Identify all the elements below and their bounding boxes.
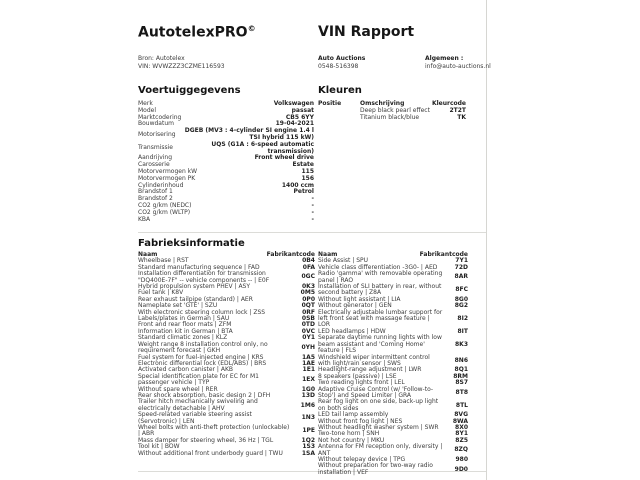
factory-option-name: Without headlight washer system | SWR <box>318 423 439 431</box>
vehicle-row <box>138 128 314 142</box>
vehicle-label: Marktcodering <box>138 113 182 121</box>
factory-option-code: 1A5 <box>302 353 315 361</box>
factory-right-rows <box>318 258 468 476</box>
factory-option-name: Vehicle class differentiation -3G0- | AED <box>318 263 438 271</box>
factory-option-code: 8N6 <box>454 356 468 364</box>
vehicle-value: Front wheel drive <box>254 154 314 162</box>
source-block <box>138 55 225 71</box>
factory-option-code: 8K3 <box>455 340 468 348</box>
colors-header-description: Omschrijving <box>360 100 405 107</box>
vehicle-label: Motorvermogen PK <box>138 174 196 182</box>
factory-option-name: Not hot country | MKU <box>318 436 385 444</box>
factory-option-code: 8VG <box>454 411 468 419</box>
factory-option-code: 1S3 <box>302 443 315 451</box>
factory-option-code: 8FC <box>455 286 468 294</box>
factory-option-code: 8G0 <box>454 295 468 303</box>
vehicle-value: - <box>311 215 314 223</box>
vehicle-label: Motorisering <box>138 130 176 138</box>
factory-option-code: 8G2 <box>454 302 468 310</box>
factory-option-code: 72D <box>454 263 468 271</box>
factory-option-code: 0SB <box>301 315 315 323</box>
vehicle-value: Volkswagen <box>273 100 314 107</box>
vehicle-label: Bouwdatum <box>138 120 174 128</box>
factory-option-code: 1G0 <box>301 385 315 393</box>
vehicle-value: DGEB (MV3 : 4-cylinder SI engine 1.4 l TSI hybrid 115 kW) <box>184 127 314 141</box>
factory-option-name: Without additional front underbody guard | TWU <box>138 449 283 457</box>
factory-option-code: 0M5 <box>300 289 315 297</box>
factory-option-name: Headlight-range adjustment | LWR <box>318 366 422 374</box>
color-row <box>318 115 466 122</box>
factory-option-name: Fuel system for fuel-injected engine | KRS <box>138 353 264 361</box>
vehicle-value: UQS (G1A : 6-speed automatic transmission) <box>211 140 314 155</box>
vehicle-row <box>138 217 314 224</box>
factory-option-name: Electrically adjustable lumbar support for left front seat with massage feature | LOR <box>318 308 443 329</box>
vehicle-row <box>138 142 314 156</box>
factory-option-name: Weight range 8 installation control only, no requirement forecast | GKH <box>138 340 268 355</box>
factory-option-name: Installation differentiation for transmission "DQ400E-7F" -- vehicle components -- | E0F <box>138 270 270 284</box>
factory-name-header: Naam <box>318 251 338 258</box>
factory-option-name: Fuel tank | K8V <box>138 289 184 297</box>
vehicle-label: Brandstof 2 <box>138 195 173 203</box>
factory-option-name: Standard manufacturing sequence | FAD <box>138 263 260 271</box>
factory-option-code: 0TD <box>301 321 315 329</box>
factory-option-code: 8ZQ <box>454 446 468 454</box>
brand-name: AutotelexPRO <box>138 24 248 41</box>
factory-left-column <box>138 252 315 457</box>
colors-header-code: Kleurcode <box>431 100 466 107</box>
color-code: TK <box>457 113 466 121</box>
color-description: Deep black pearl effect <box>360 106 430 114</box>
vehicle-label: KBA <box>138 215 151 223</box>
company-phone: 0548-516398 <box>318 63 359 70</box>
factory-option-name: 8 speakers (passive) | LSE <box>318 372 397 380</box>
vehicle-label: Brandstof 1 <box>138 188 173 196</box>
vehicle-value: Petrol <box>293 188 314 196</box>
factory-option-name: Rear shock absorption, basic design 2 | DFH <box>138 391 271 399</box>
factory-option-code: 7Y1 <box>455 257 468 265</box>
factory-option-code: 8X0 <box>455 423 468 431</box>
factory-row <box>138 451 315 457</box>
vehicle-label: Merk <box>138 100 153 107</box>
vehicle-section-title: Voertuiggegevens <box>138 85 241 96</box>
vehicle-label: CO2 g/km (NEDC) <box>138 201 192 209</box>
factory-option-code: 0K3 <box>302 283 315 291</box>
factory-option-code: 1E1 <box>302 366 315 374</box>
factory-option-code: 0GC <box>301 273 315 281</box>
factory-option-name: With electronic steering column lock | ZSS <box>138 308 266 316</box>
factory-option-code: 8Z5 <box>455 436 468 444</box>
factory-option-name: Mass damper for steering wheel, 36 Hz | TGL <box>138 436 274 444</box>
factory-option-code: 1AE <box>302 359 315 367</box>
color-description: Titanium black/blue <box>360 113 420 121</box>
factory-option-name: Hybrid propulsion system PHEV | ASY <box>138 283 251 291</box>
factory-option-name: Wheel bolts with anti-theft protection (unlockable) | ABR <box>138 423 290 438</box>
vehicle-label: CO2 g/km (WLTP) <box>138 208 191 216</box>
factory-option-code: 0FA <box>302 263 315 271</box>
vehicle-value: Estate <box>292 161 314 169</box>
factory-section-title: Fabrieksinformatie <box>138 238 245 249</box>
factory-option-code: 1M6 <box>300 401 315 409</box>
factory-option-name: Separate daytime running lights with low beam assistant and 'Coming Home' feature | FLS <box>318 334 442 355</box>
general-label: Algemeen : <box>425 55 464 62</box>
vehicle-value: - <box>311 195 314 203</box>
vehicle-value: 19-04-2021 <box>275 120 314 128</box>
factory-option-code: 8WA <box>452 417 468 425</box>
factory-option-code: 8Q1 <box>454 366 468 374</box>
general-block <box>425 55 491 71</box>
factory-option-name: Without light assistant | LIA <box>318 295 401 303</box>
factory-option-name: Antenna for FM reception only, diversity | ANT <box>318 443 443 457</box>
factory-row <box>138 342 315 355</box>
factory-option-code: 13D <box>301 391 315 399</box>
factory-option-code: 8RM <box>453 372 468 380</box>
colors-section-title: Kleuren <box>318 85 362 96</box>
factory-option-name: Two reading lights front | LEL <box>318 379 405 387</box>
source-line: Bron: Autotelex <box>138 55 185 62</box>
factory-option-name: Tool kit | BOW <box>138 443 180 451</box>
vehicle-label: Transmissie <box>138 144 173 152</box>
factory-option-name: Without front fog light | NES <box>318 417 403 425</box>
report-title: VIN Rapport <box>318 24 415 40</box>
factory-left-rows <box>138 258 315 457</box>
factory-option-name: Special identification plate for EC for M1 passenger vehicle | TYP <box>138 372 259 387</box>
factory-option-code: 0YH <box>301 343 315 351</box>
factory-option-code: 0VC <box>301 327 315 335</box>
colors-rows <box>318 108 466 122</box>
factory-option-code: 0P0 <box>302 295 315 303</box>
factory-option-code: 8I2 <box>457 315 468 323</box>
factory-option-name: Front and rear floor mats | ZFM <box>138 321 232 329</box>
vehicle-label: Motorvermogen kW <box>138 167 198 175</box>
factory-option-code: 0Y1 <box>302 334 315 342</box>
factory-option-name: Rear fog light on one side, back-up light on both sides <box>318 398 439 412</box>
factory-option-code: 1EX <box>302 375 315 383</box>
factory-option-name: LED headlamps | HDW <box>318 327 386 335</box>
factory-option-code: 1PE <box>302 427 315 435</box>
factory-option-name: Nameplate set 'GTE' | SZU <box>138 302 218 310</box>
factory-option-name: Without telepay device | TPG <box>318 456 406 463</box>
factory-code-header: Fabrikantcode <box>419 251 468 258</box>
vehicle-value: 115 <box>301 167 314 175</box>
vehicle-label: Cylinderinhoud <box>138 181 184 189</box>
factory-row <box>318 284 468 297</box>
section-divider <box>138 232 486 233</box>
factory-option-code: 8AR <box>454 273 468 281</box>
factory-option-code: 8T8 <box>455 388 468 396</box>
factory-option-name: Adaptive Cruise Control (w/ 'Follow-to-Stop') and Speed Limiter | GRA <box>318 385 434 399</box>
brand-logo-text <box>138 24 256 41</box>
factory-option-name: Standard climatic zones | KLZ <box>138 334 228 342</box>
colors-table <box>318 101 466 121</box>
factory-row <box>318 310 468 329</box>
factory-option-name: Labels/plates in German | SAU <box>138 315 230 323</box>
vehicle-label: Carosserie <box>138 161 170 169</box>
factory-option-code: 9D0 <box>454 465 468 473</box>
vehicle-spec-list <box>138 101 314 223</box>
vehicle-label: Model <box>138 106 157 114</box>
vehicle-label: Aandrijving <box>138 154 173 162</box>
general-email: info@auto-auctions.nl <box>425 63 491 70</box>
factory-option-code: 1Q2 <box>301 436 315 444</box>
factory-option-name: Two-tone horn | SNH <box>318 430 380 438</box>
scan-page-edge-line <box>486 0 487 480</box>
factory-option-name: Windshield wiper intermittent control with light/rain sensor | SWS <box>318 353 430 367</box>
factory-option-code: 8TL <box>455 401 468 409</box>
vehicle-value: - <box>311 201 314 209</box>
factory-option-code: 1SA <box>301 449 315 457</box>
factory-name-header: Naam <box>138 251 158 258</box>
factory-option-name: Speed-related variable steering assist (Servotronic) | LEN <box>138 411 252 425</box>
color-code: 2T2T <box>449 106 466 114</box>
factory-right-column <box>318 252 468 476</box>
colors-header-position: Positie <box>318 100 342 107</box>
factory-option-name: Electronic differential lock (EDL/ABS) | BRS <box>138 359 267 367</box>
factory-option-code: 0QT <box>301 302 315 310</box>
factory-option-name: LED tail lamp assembly <box>318 411 389 419</box>
factory-row <box>318 335 468 354</box>
factory-option-name: Information kit in German | BTA <box>138 327 233 335</box>
factory-option-name: Activated carbon canister | AKB <box>138 366 234 374</box>
factory-option-code: 8IT <box>457 327 468 335</box>
factory-option-name: Rear exhaust tailpipe (standard) | AER <box>138 295 253 303</box>
company-block <box>318 55 365 71</box>
factory-row <box>318 463 468 476</box>
factory-option-code: 980 <box>455 456 468 463</box>
factory-row <box>138 425 315 438</box>
company-name: Auto Auctions <box>318 55 366 62</box>
factory-option-code: 0B4 <box>302 257 315 265</box>
factory-option-code: 8S7 <box>455 379 468 387</box>
vehicle-value: passat <box>291 106 314 114</box>
factory-option-code: 0RF <box>302 308 315 316</box>
factory-option-code: 1N3 <box>301 414 315 422</box>
factory-option-name: Side Assist | SPU <box>318 257 369 265</box>
vehicle-value: 156 <box>301 174 314 182</box>
factory-option-name: Installation of SLI battery in rear, without second battery | Z8A <box>318 283 442 297</box>
copyright-mark: © <box>247 24 256 33</box>
vehicle-row <box>138 101 314 108</box>
vehicle-value: 1400 ccm <box>281 181 314 189</box>
vehicle-value: CB5 6YY <box>285 113 314 121</box>
factory-code-header: Fabrikantcode <box>266 251 315 258</box>
vin-line: VIN: WVWZZZ3CZME116593 <box>138 63 225 70</box>
factory-row <box>138 374 315 387</box>
factory-option-name: Without preparation for two-way radio installation | VEF <box>318 462 433 476</box>
factory-option-name: Radio 'gamma' with removable operating panel | RAO <box>318 270 443 284</box>
factory-option-name: Trailer hitch mechanically swiveling and electrically detachable | AHV <box>138 398 258 412</box>
factory-option-name: Wheelbase | RST <box>138 257 189 265</box>
vehicle-row <box>138 210 314 217</box>
factory-option-code: 8Y1 <box>455 430 468 438</box>
factory-option-name: Without generator | GEN <box>318 302 392 310</box>
factory-option-name: Without spare wheel | RER <box>138 385 218 393</box>
vehicle-value: - <box>311 208 314 216</box>
